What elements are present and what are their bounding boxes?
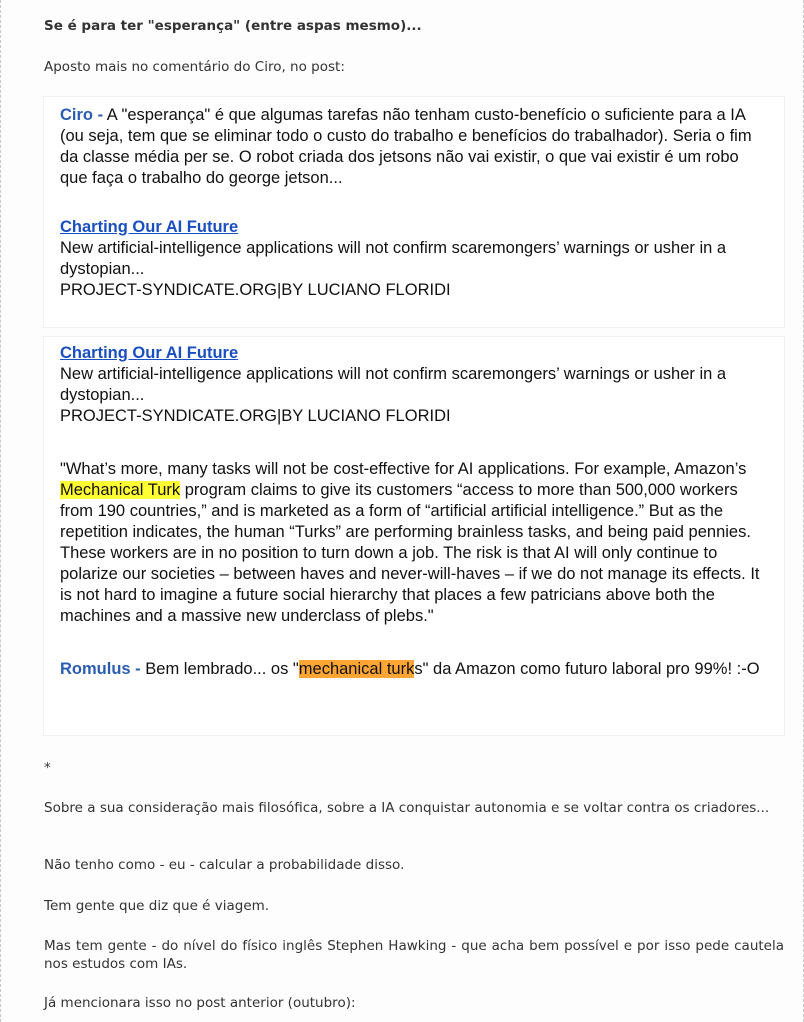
comment-author-ciro: Ciro - — [60, 106, 104, 124]
link-source-2: PROJECT-SYNDICATE.ORG|BY LUCIANO FLORIDI — [60, 407, 451, 425]
link-charting-ai-future-2[interactable]: Charting Our AI Future — [60, 344, 239, 362]
romulus-reply: Romulus - Bem lembrado... os "mechanical turks" da Amazon como futuro laboral pro 99%! :-O — [60, 660, 760, 678]
post-heading: Se é para ter "esperança" (entre aspas mesmo)... — [44, 18, 422, 34]
paragraph-5: Já mencionara isso no post anterior (outubro): — [44, 995, 356, 1011]
link-description-1: New artificial-intelligence applications will not confirm scaremongers’ warnings or usher in a dystopian... — [60, 239, 727, 278]
comment-screenshot-romulus — [44, 337, 784, 735]
comment-screenshot-ciro — [44, 97, 784, 327]
link-source-1: PROJECT-SYNDICATE.ORG|BY LUCIANO FLORIDI — [60, 281, 451, 299]
link-description-2: New artificial-intelligence applications will not confirm scaremongers’ warnings or usher in a dystopian... — [60, 365, 727, 404]
paragraph-2: Não tenho como - eu - calcular a probabilidade disso. — [44, 857, 405, 873]
comment-author-romulus: Romulus - — [60, 660, 141, 678]
ciro-comment-text: A "esperança" é que algumas tarefas não tenham custo-benefício o suficiente para a IA (ou seja, tem que se eliminar todo o custo do trabalho e benefícios do trabalhador). Seria o fim da classe média per se. O robot criada dos jetsons não vai existir, o que vai existir é um robo que faça o trabalho do george jetson... — [60, 106, 752, 187]
paragraph-4: Mas tem gente - do nível do físico inglês Stephen Hawking - que acha bem possível e por isso pede cautela nos estudos com IAs. — [44, 938, 784, 972]
ciro-comment — [60, 105, 768, 189]
link-charting-ai-future-1[interactable]: Charting Our AI Future — [60, 218, 239, 236]
highlight-mechanical-turks: mechanical turk — [298, 660, 415, 678]
article-quote: "What’s more, many tasks will not be cost-effective for AI applications. For example, Amazon’s Mechanical Turk program claims to give its customers “access to more than 500,000 workers from 190 countries,” and is marketed as a form of “artificial artificial intelligence.” But as the repetition indicates, the human “Turks” are performing brainless tasks, and being paid pennies. These workers are in no position to turn down a job. The risk is that AI will only continue to polarize our societies – between haves and never-will-haves – if we do not manage its effects. It is not hard to imagine a future social hierarchy that places a few patricians above both the machines and a massive new underclass of plebs." — [60, 460, 760, 625]
paragraph-3: Tem gente que diz que é viagem. — [44, 898, 270, 914]
paragraph-1: Sobre a sua consideração mais filosófica, sobre a IA conquistar autonomia e se voltar contra os criadores... — [44, 800, 770, 816]
intro-text: Aposto mais no comentário do Ciro, no post: — [44, 59, 345, 75]
separator-asterisk: * — [44, 760, 51, 776]
highlight-mechanical-turk: Mechanical Turk — [60, 481, 181, 499]
